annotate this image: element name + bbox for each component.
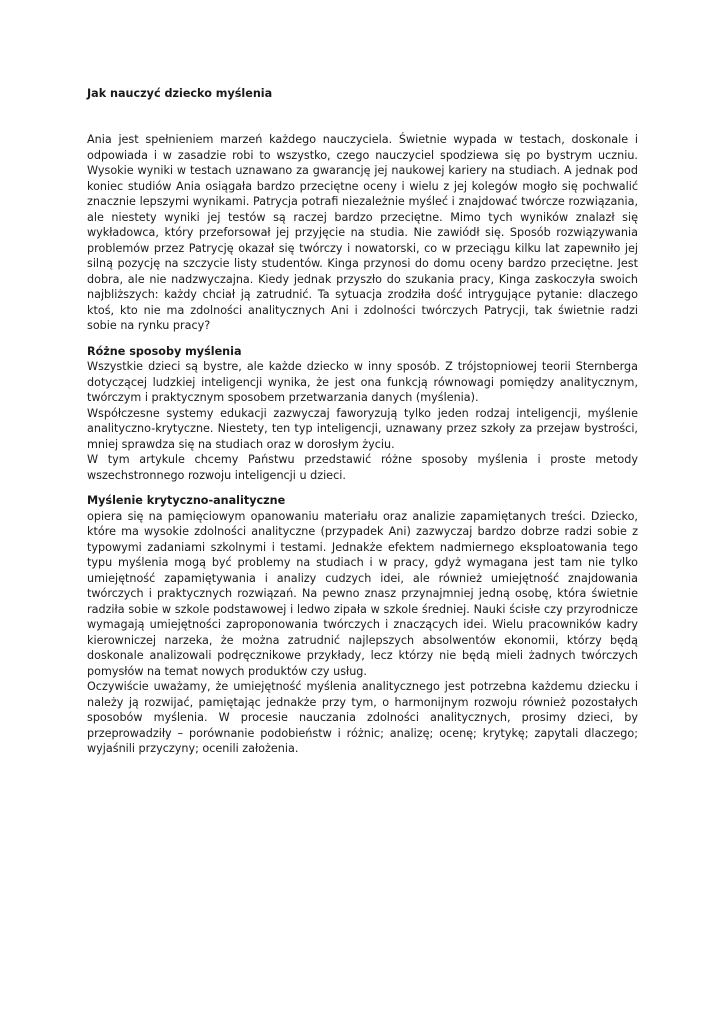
document-page xyxy=(87,86,638,767)
section-critical-analytical xyxy=(87,493,638,757)
section-heading: Myślenie krytyczno-analityczne xyxy=(87,494,286,507)
document-title: Jak nauczyć dziecko myślenia xyxy=(87,87,273,100)
section-heading: Różne sposoby myślenia xyxy=(87,344,242,358)
intro-paragraph: Ania jest spełnieniem marzeń każdego nauczyciela. Świetnie wypada w testach, doskonale i odpowiada i w zasadzie robi to wszystko, czego nauczyciel spodziewa się po bystrym uczniu. Wysokie wyniki w testach uznawano za gwarancję jej naukowej kariery na studiach. A jednak pod koniec studiów Ania osiągała bardzo przeciętne oceny i wielu z jej kolegów mogło się pochwalić znacznie lepszymi wynikami. Patrycja potrafi niezależnie myśleć i znajdować twórcze rozwiązania, ale niestety wyniki jej testów są raczej bardzo przeciętne. Mimo tych wyników znalazł się wykładowca, który przeforsował jej przyjęcie na studia. Nie zawiódł się. Sposób rozwiązywania problemów przez Patrycję okazał się twórczy i nowatorski, co w przeciągu kilku lat zapewniło jej silną pozycję na szczycie listy studentów. Kinga przynosi do domu oceny bardzo przeciętne. Jest dobra, ale nie nadzwyczajna. Kiedy jednak przyszło do szukania pracy, Kinga zaskoczyła swoich najbliższych: każdy chciał ją zatrudnić. Ta sytuacja zrodziła dość intrygujące pytanie: dlaczego ktoś, kto nie ma zdolności analitycznych Ani i zdolności twórczych Patrycji, tak świetnie radzi sobie na rynku pracy? xyxy=(87,133,638,332)
intro-section xyxy=(87,132,638,334)
paragraph: W tym artykule chcemy Państwu przedstawić różne sposoby myślenia i proste metody wszechstronnego rozwoju inteligencji u dzieci. xyxy=(87,453,638,482)
paragraph: Oczywiście uważamy, że umiejętność myślenia analitycznego jest potrzebna każdemu dziecku i należy ją rozwijać, pamiętając jednakże przy tym, o harmonijnym rozwoju również pozostałych sposobów myślenia. W procesie nauczania zdolności analitycznych, prosimy dzieci, by przeprowadziły – porównanie podobieństw i różnic; analizę; ocenę; krytykę; zapytali dlaczego; wyjaśnili przyczyny; ocenili założenia. xyxy=(87,680,638,755)
section-thinking-ways xyxy=(87,344,638,484)
paragraph: Współczesne systemy edukacji zazwyczaj faworyzują tylko jeden rodzaj inteligencji, myślenie analityczno-krytyczne. Niestety, ten typ inteligencji, uznawany przez szkoły za przejaw bystrości, mniej sprawdza się na studiach oraz w dorosłym życiu. xyxy=(87,406,638,451)
paragraph: Wszystkie dzieci są bystre, ale każde dziecko w inny sposób. Z trójstopniowej teorii Sternberga dotyczącej ludzkiej inteligencji wynika, że jest ona funkcją równowagi pomiędzy analitycznym, twórczym i praktycznym sposobem przetwarzania danych (myślenia). xyxy=(87,360,638,404)
paragraph: opiera się na pamięciowym opanowaniu materiału oraz analizie zapamiętanych treści. Dziecko, które ma wysokie zdolności analityczne (przypadek Ani) zazwyczaj bardzo dobrze radzi sobie z typowymi zadaniami szkolnymi i testami. Jednakże efektem nadmiernego eksploatowania tego typu myślenia mogą być problemy na studiach i w pracy, gdyż wymagana jest tam nie tylko umiejętność zapamiętywania i analizy cudzych idei, ale również umiejętność znajdowania twórczych i praktycznych rozwiązań. Na pewno znasz przynajmniej jedną osobę, która świetnie radziła sobie w szkole podstawowej i ledwo zipała w szkole średniej. Nauki ścisłe czy przyrodnicze wymagają umiejętności zaproponowania twórczych i znaczących idei. Wielu pracowników kadry kierowniczej narzeka, że można zatrudnić najlepszych absolwentów ekonomii, którzy będą doskonale analizowali podręcznikowe przykłady, lecz którzy nie będą mieli żadnych twórczych pomysłów na temat nowych produktów czy usług. xyxy=(87,509,638,678)
